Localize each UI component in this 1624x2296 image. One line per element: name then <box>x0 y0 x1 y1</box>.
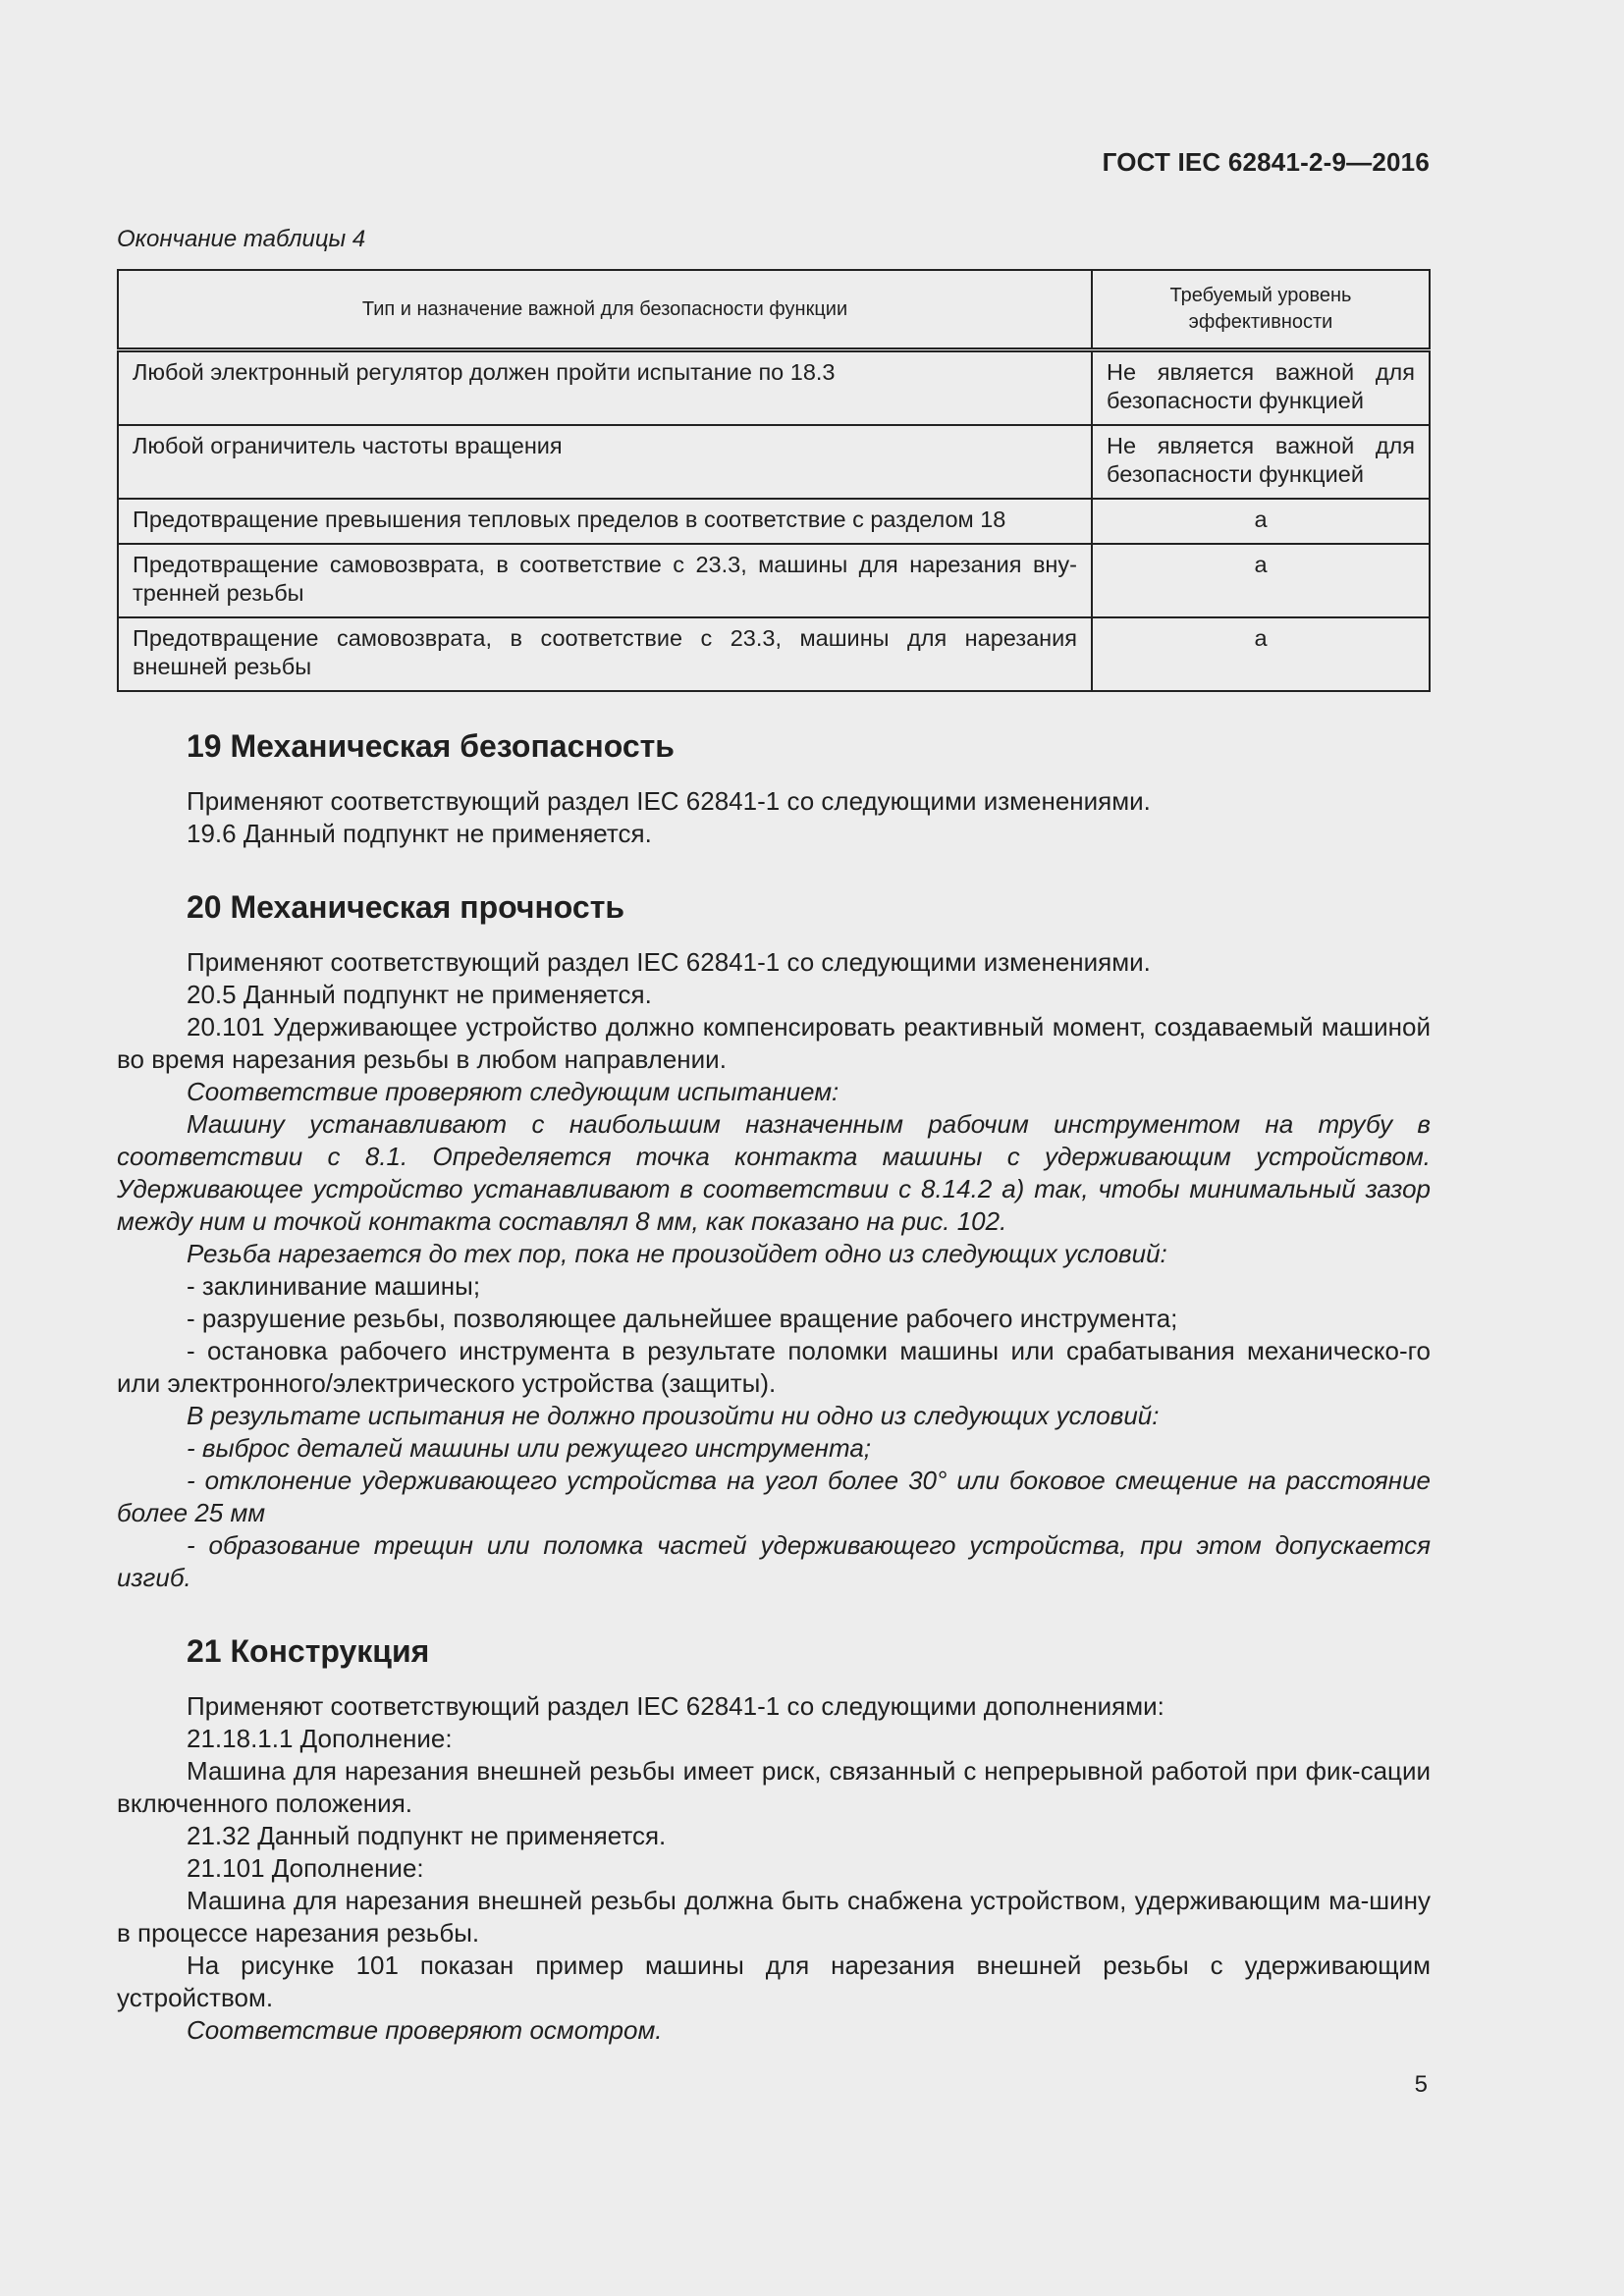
section-20-heading: 20 Механическая прочность <box>187 889 625 925</box>
table-row <box>118 350 1430 426</box>
section-19-heading: 19 Механическая безопасность <box>187 728 675 764</box>
paragraph: Применяют соответствующий раздел IEC 62841-1 со следующими дополнениями: <box>187 1691 1164 1721</box>
table-cell: Любой электронный регулятор должен пройти испытание по 18.3 <box>118 350 1092 426</box>
paragraph: Применяют соответствующий раздел IEC 62841-1 со следующими изменениями. <box>187 947 1151 977</box>
paragraph: 20.101 Удерживающее устройство должно компенсировать реактивный момент, создаваемый машиной во время нарезания резьбы в любом направлении. <box>117 1012 1431 1074</box>
document-body <box>117 726 1431 2047</box>
table-cell: a <box>1092 544 1430 617</box>
table-row <box>118 499 1430 544</box>
paragraph: Машину устанавливают с наибольшим назначенным рабочим инструментом на трубу в соответствии с 8.1. Определяется точка контакта машины с удерживающим устройством. Удерживающее устройство устанавливают в соответствии с 8.14.2 a) так, чтобы минимальный зазор между ним и точкой контакта составлял 8 мм, как показано на рис. 102. <box>117 1109 1431 1236</box>
table-row <box>118 617 1430 691</box>
list-item: - заклинивание машины; <box>187 1271 481 1301</box>
list-item: - образование трещин или поломка частей удерживающего устройства, при этом допускается изгиб. <box>117 1530 1431 1592</box>
table-cell: Не является важной для безопасности функцией <box>1092 350 1430 426</box>
table-caption: Окончание таблицы 4 <box>117 226 366 252</box>
table-cell: a <box>1092 617 1430 691</box>
table-header-level: Требуемый уровень эффективности <box>1092 270 1430 350</box>
paragraph: Машина для нарезания внешней резьбы должна быть снабжена устройством, удерживающим ма-шину в процессе нарезания резьбы. <box>117 1886 1431 1948</box>
paragraph: Применяют соответствующий раздел IEC 62841-1 со следующими изменениями. <box>187 786 1151 816</box>
list-item: - выброс деталей машины или режущего инструмента; <box>187 1433 872 1463</box>
table-cell: Предотвращение самовозврата, в соответствие с 23.3, машины для нарезания внешней резьбы <box>118 617 1092 691</box>
paragraph: 21.32 Данный подпункт не применяется. <box>187 1821 667 1850</box>
table-cell: a <box>1092 499 1430 544</box>
table-header-function: Тип и назначение важной для безопасности функции <box>118 270 1092 350</box>
paragraph: Соответствие проверяют следующим испытанием: <box>187 1077 839 1106</box>
table-row <box>118 425 1430 499</box>
paragraph: 21.18.1.1 Дополнение: <box>187 1724 453 1753</box>
paragraph: Резьба нарезается до тех пор, пока не произойдет одно из следующих условий: <box>187 1239 1167 1268</box>
paragraph: Соответствие проверяют осмотром. <box>187 2015 663 2045</box>
table-cell: Любой ограничитель частоты вращения <box>118 425 1092 499</box>
paragraph: Машина для нарезания внешней резьбы имеет риск, связанный с непрерывной работой при фик-сации включенного положения. <box>117 1756 1431 1818</box>
list-item: - остановка рабочего инструмента в результате поломки машины или срабатывания механическо-го или электронного/электрического устройства (защиты). <box>117 1336 1431 1398</box>
paragraph: В результате испытания не должно произойти ни одно из следующих условий: <box>187 1401 1160 1430</box>
paragraph: 20.5 Данный подпункт не применяется. <box>187 980 652 1009</box>
section-21-heading: 21 Конструкция <box>187 1633 430 1669</box>
table-cell: Предотвращение превышения тепловых пределов в соответствие с разделом 18 <box>118 499 1092 544</box>
table-row <box>118 544 1430 617</box>
standard-code: ГОСТ IEC 62841-2-9—2016 <box>1102 147 1430 177</box>
paragraph: 21.101 Дополнение: <box>187 1853 424 1883</box>
page-number: 5 <box>1414 2071 1428 2098</box>
table-header-row <box>118 270 1430 350</box>
table-cell: Предотвращение самовозврата, в соответствие с 23.3, машины для нарезания вну-тренней резьбы <box>118 544 1092 617</box>
table-4 <box>117 269 1431 692</box>
table-cell: Не является важной для безопасности функцией <box>1092 425 1430 499</box>
list-item: - разрушение резьбы, позволяющее дальнейшее вращение рабочего инструмента; <box>187 1304 1178 1333</box>
paragraph: На рисунке 101 показан пример машины для нарезания внешней резьбы с удерживающим устройством. <box>117 1950 1431 2012</box>
paragraph: 19.6 Данный подпункт не применяется. <box>187 819 652 848</box>
list-item: - отклонение удерживающего устройства на угол более 30° или боковое смещение на расстояние более 25 мм <box>117 1466 1431 1527</box>
